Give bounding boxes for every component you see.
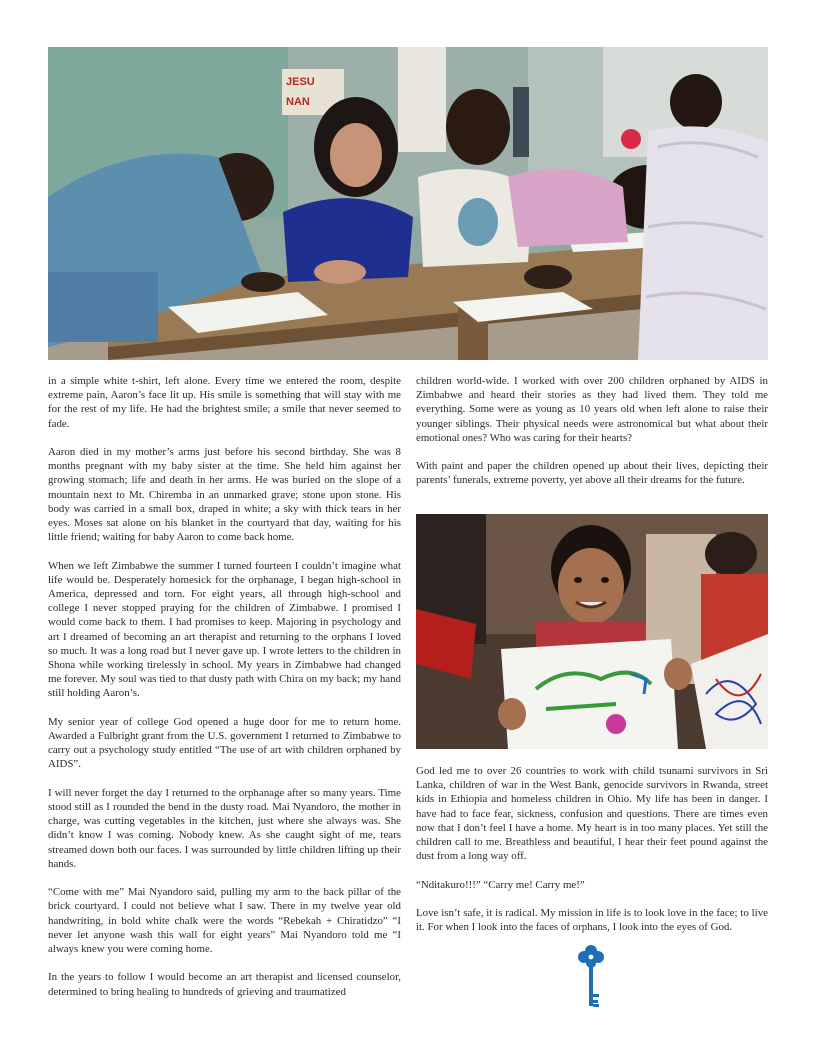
paragraph: When we left Zimbabwe the summer I turned fourteen I couldn’t imagine what life would be. Desperately homesick for the orphanage, I began high-school in America, depressed and torn. For eight years, all through high-school and college I never stopped praying for the children of Zimbabwe. I promised I would come back to them. I had promises to keep. Majoring in psychology and art I dreamed of becoming an art therapist and returning to the orphans I loved so much. It was a long road but I never gave up. I wrote letters to the children in Shona while working tirelessly in school. My years in Zimbabwe had changed me forever. My soul was tied to that dusty path with Chira on my back; my hand still holding Aaron’s. [48,559,401,700]
paragraph: With paint and paper the children opened up about their lives, depicting their parents’ funerals, extreme poverty, yet above all their dreams for the future. [416,460,768,487]
paragraph: “Nditakuro!!!” “Carry me! Carry me!” [416,878,585,891]
paragraph: I will never forget the day I returned to the orphanage after so many years. Time stood still as I rounded the bend in the dusty road. Mai Nyandoro, the mother in charge, was cutting vegetables in the kitchen, just where she always was. She didn’t know I was coming. Nobody knew. As she caught sight of me, tears streamed down both our faces. I was surrounded by little children lifting up their hands. [48,786,401,870]
left-column [48,374,401,1013]
right-column-top [416,374,768,502]
sign-text-line1: JESU [286,76,315,88]
paragraph: “Come with me” Mai Nyandoro said, pulling my arm to the back pillar of the brick courtyard. I could not believe what I saw. There in my twelve year old handwriting, in bold white chalk were the words “Rebekah + Chiratidzo” “I never let anyone wash this wall for eight years” Mai Nyandoro told me “I always knew you were coming home. [48,886,401,956]
paragraph: Love isn’t safe, it is radical. My mission in life is to look love in the face; to live it. For when I look into the faces of orphans, I look into the eyes of God. [416,907,768,934]
paragraph: In the years to follow I would become an art therapist and licensed counselor, determined to bring healing to hundreds of grieving and traumatized [48,971,401,998]
paragraph: in a simple white t-shirt, left alone. Every time we entered the room, despite extreme pain, Aaron’s face lit up. His smile is something that will stay with me for the rest of my life. He had the brightest smile; a smile that never seemed to fade. [48,375,401,430]
paragraph: Aaron died in my mother’s arms just before his second birthday. She was 8 months pregnant with my baby sister at the time. She held him against her growing stomach; life and death in her arms. He was buried on the slope of a mountain next to Mt. Chiremba in an unmarked grave; stone upon stone. His body was carried in a small box, draped in white; a sky with thick tears in her eyes. Moses sat alone on his blanket in the courtyard that day, waiting for his little friend; waiting for baby Aaron to come back home. [48,446,401,544]
photo-children-drawing-at-bench [48,47,768,360]
key-icon [578,944,604,1010]
photo-child-holding-drawing [416,514,768,749]
paragraph: My senior year of college God opened a huge door for me to return home. Awarded a Fulbright grant from the U.S. government I returned to Zimbabwe to carry out a psychology study entitled “The use of art with children orphaned by AIDS”. [48,715,401,771]
right-column-bottom [416,764,768,949]
paragraph: God led me to over 26 countries to work with child tsunami survivors in Sri Lanka, children of war in the West Bank, genocide survivors in Rwanda, street kids in Ethiopia and homeless children in Ohio. My life has been in danger. I have had to face fear, sickness, confusion and questions. There are times even now that I don’t feel I have a home. My heart is in too many places. Yet still the children call to me. Breathless and beautiful, I hear their feet pound against the dust from a long way off. [416,765,768,863]
paragraph: children world-wide. I worked with over 200 children orphaned by AIDS in Zimbabwe and heard their stories as they had lived them. They told me everything. Some were as young as 10 years old when left alone to raise their younger siblings. Their physical needs were astronomical but what about their emotional ones? Who was caring for their hearts? [416,375,768,444]
sign-text-line2: NAN [286,96,310,108]
